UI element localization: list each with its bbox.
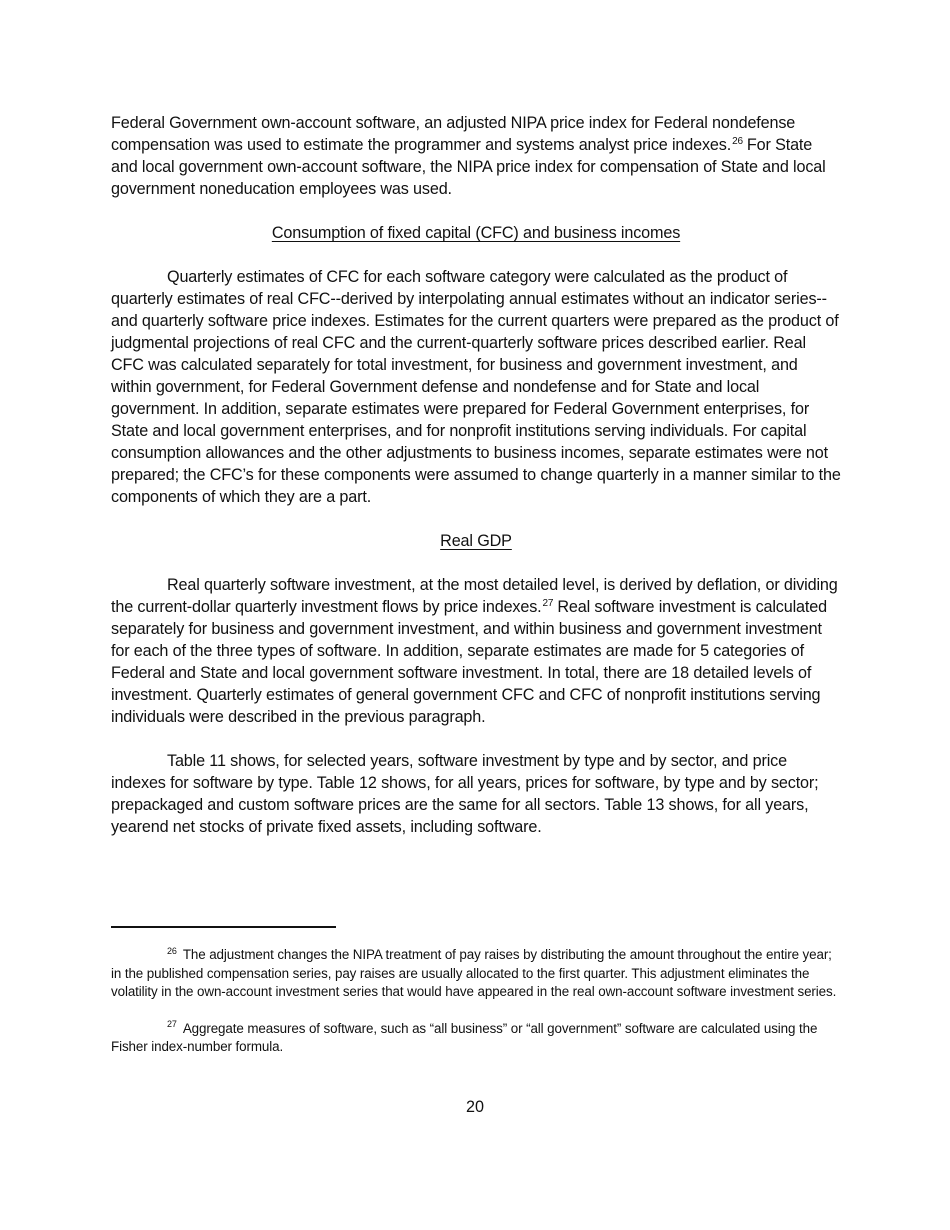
- footnote-number: 26: [167, 945, 177, 956]
- footnote-separator: [111, 926, 336, 928]
- section-heading-cfc: Consumption of fixed capital (CFC) and business incomes: [271, 224, 681, 242]
- footnote-text: Aggregate measures of software, such as “all business” or “all government” software are calculated using the Fisher index-number formula.: [111, 1020, 818, 1054]
- real-gdp-paragraph-1: [111, 574, 841, 728]
- footnote-27: [111, 1020, 841, 1057]
- footnote-ref-27[interactable]: 27: [542, 597, 554, 609]
- footnote-number: 27: [167, 1019, 177, 1030]
- cfc-paragraph: Quarterly estimates of CFC for each software category were calculated as the product of quarterly estimates of real CFC--derived by interpolating annual estimates without an indicator series--and quarterly software price indexes. Estimates for the current quarters were prepared as the product of judgmental projections of real CFC and the current-quarterly software prices described earlier. Real CFC was calculated separately for total investment, for business and government investment, and within government, for Federal Government defense and nondefense and for State and local government. In addition, separate estimates were prepared for Federal Government enterprises, for State and local government enterprises, and for nonprofit institutions serving individuals. For capital consumption allowances and the other adjustments to business incomes, separate estimates were not prepared; the CFC’s for these components were assumed to change quarterly in a manner similar to the components of which they are a part.: [111, 268, 841, 506]
- intro-text: Federal Government own-account software, an adjusted NIPA price index for Federal nondefense compensation was used to estimate the programmer and systems analyst price indexes.: [111, 114, 796, 154]
- real-gdp-paragraph-2: Table 11 shows, for selected years, software investment by type and by sector, and price indexes for software by type. Table 12 shows, for all years, prices for software, by type and by sector; prepackaged and custom software prices are the same for all sectors. Table 13 shows, for all years, yearend net stocks of private fixed assets, including software.: [111, 752, 819, 836]
- real-gdp-text-after: Real software investment is calculated separately for business and government investment, and within business and government investment for each of the three types of software. In addition, separate estimates are made for 5 categories of Federal and State and local government software investment. In total, there are 18 detailed levels of investment. Quarterly estimates of general government CFC and CFC of nonprofit institutions serving individuals were described in the previous paragraph.: [111, 598, 827, 726]
- section-heading-real-gdp: Real GDP: [440, 532, 512, 550]
- footnote-ref-26[interactable]: 26: [732, 135, 743, 147]
- footnotes: [111, 946, 841, 1057]
- page-number: 20: [465, 1098, 484, 1116]
- footnote-text: The adjustment changes the NIPA treatment of pay raises by distributing the amount throughout the entire year; in the published compensation series, pay raises are usually allocated to the first quarter. This adjustment eliminates the volatility in the own-account investment series that would have appeared in the real own-account software investment series.: [111, 947, 837, 999]
- footnote-26: [111, 946, 841, 1002]
- intro-paragraph: [111, 112, 841, 200]
- intro-text-after: For State and local government own-account software, the NIPA price index for compensation of State and local government noneducation employees was used.: [111, 136, 826, 198]
- real-gdp-text: Real quarterly software investment, at the most detailed level, is derived by deflation, or dividing the current-dollar quarterly investment flows by price indexes.: [111, 576, 838, 616]
- document-body: [111, 112, 841, 838]
